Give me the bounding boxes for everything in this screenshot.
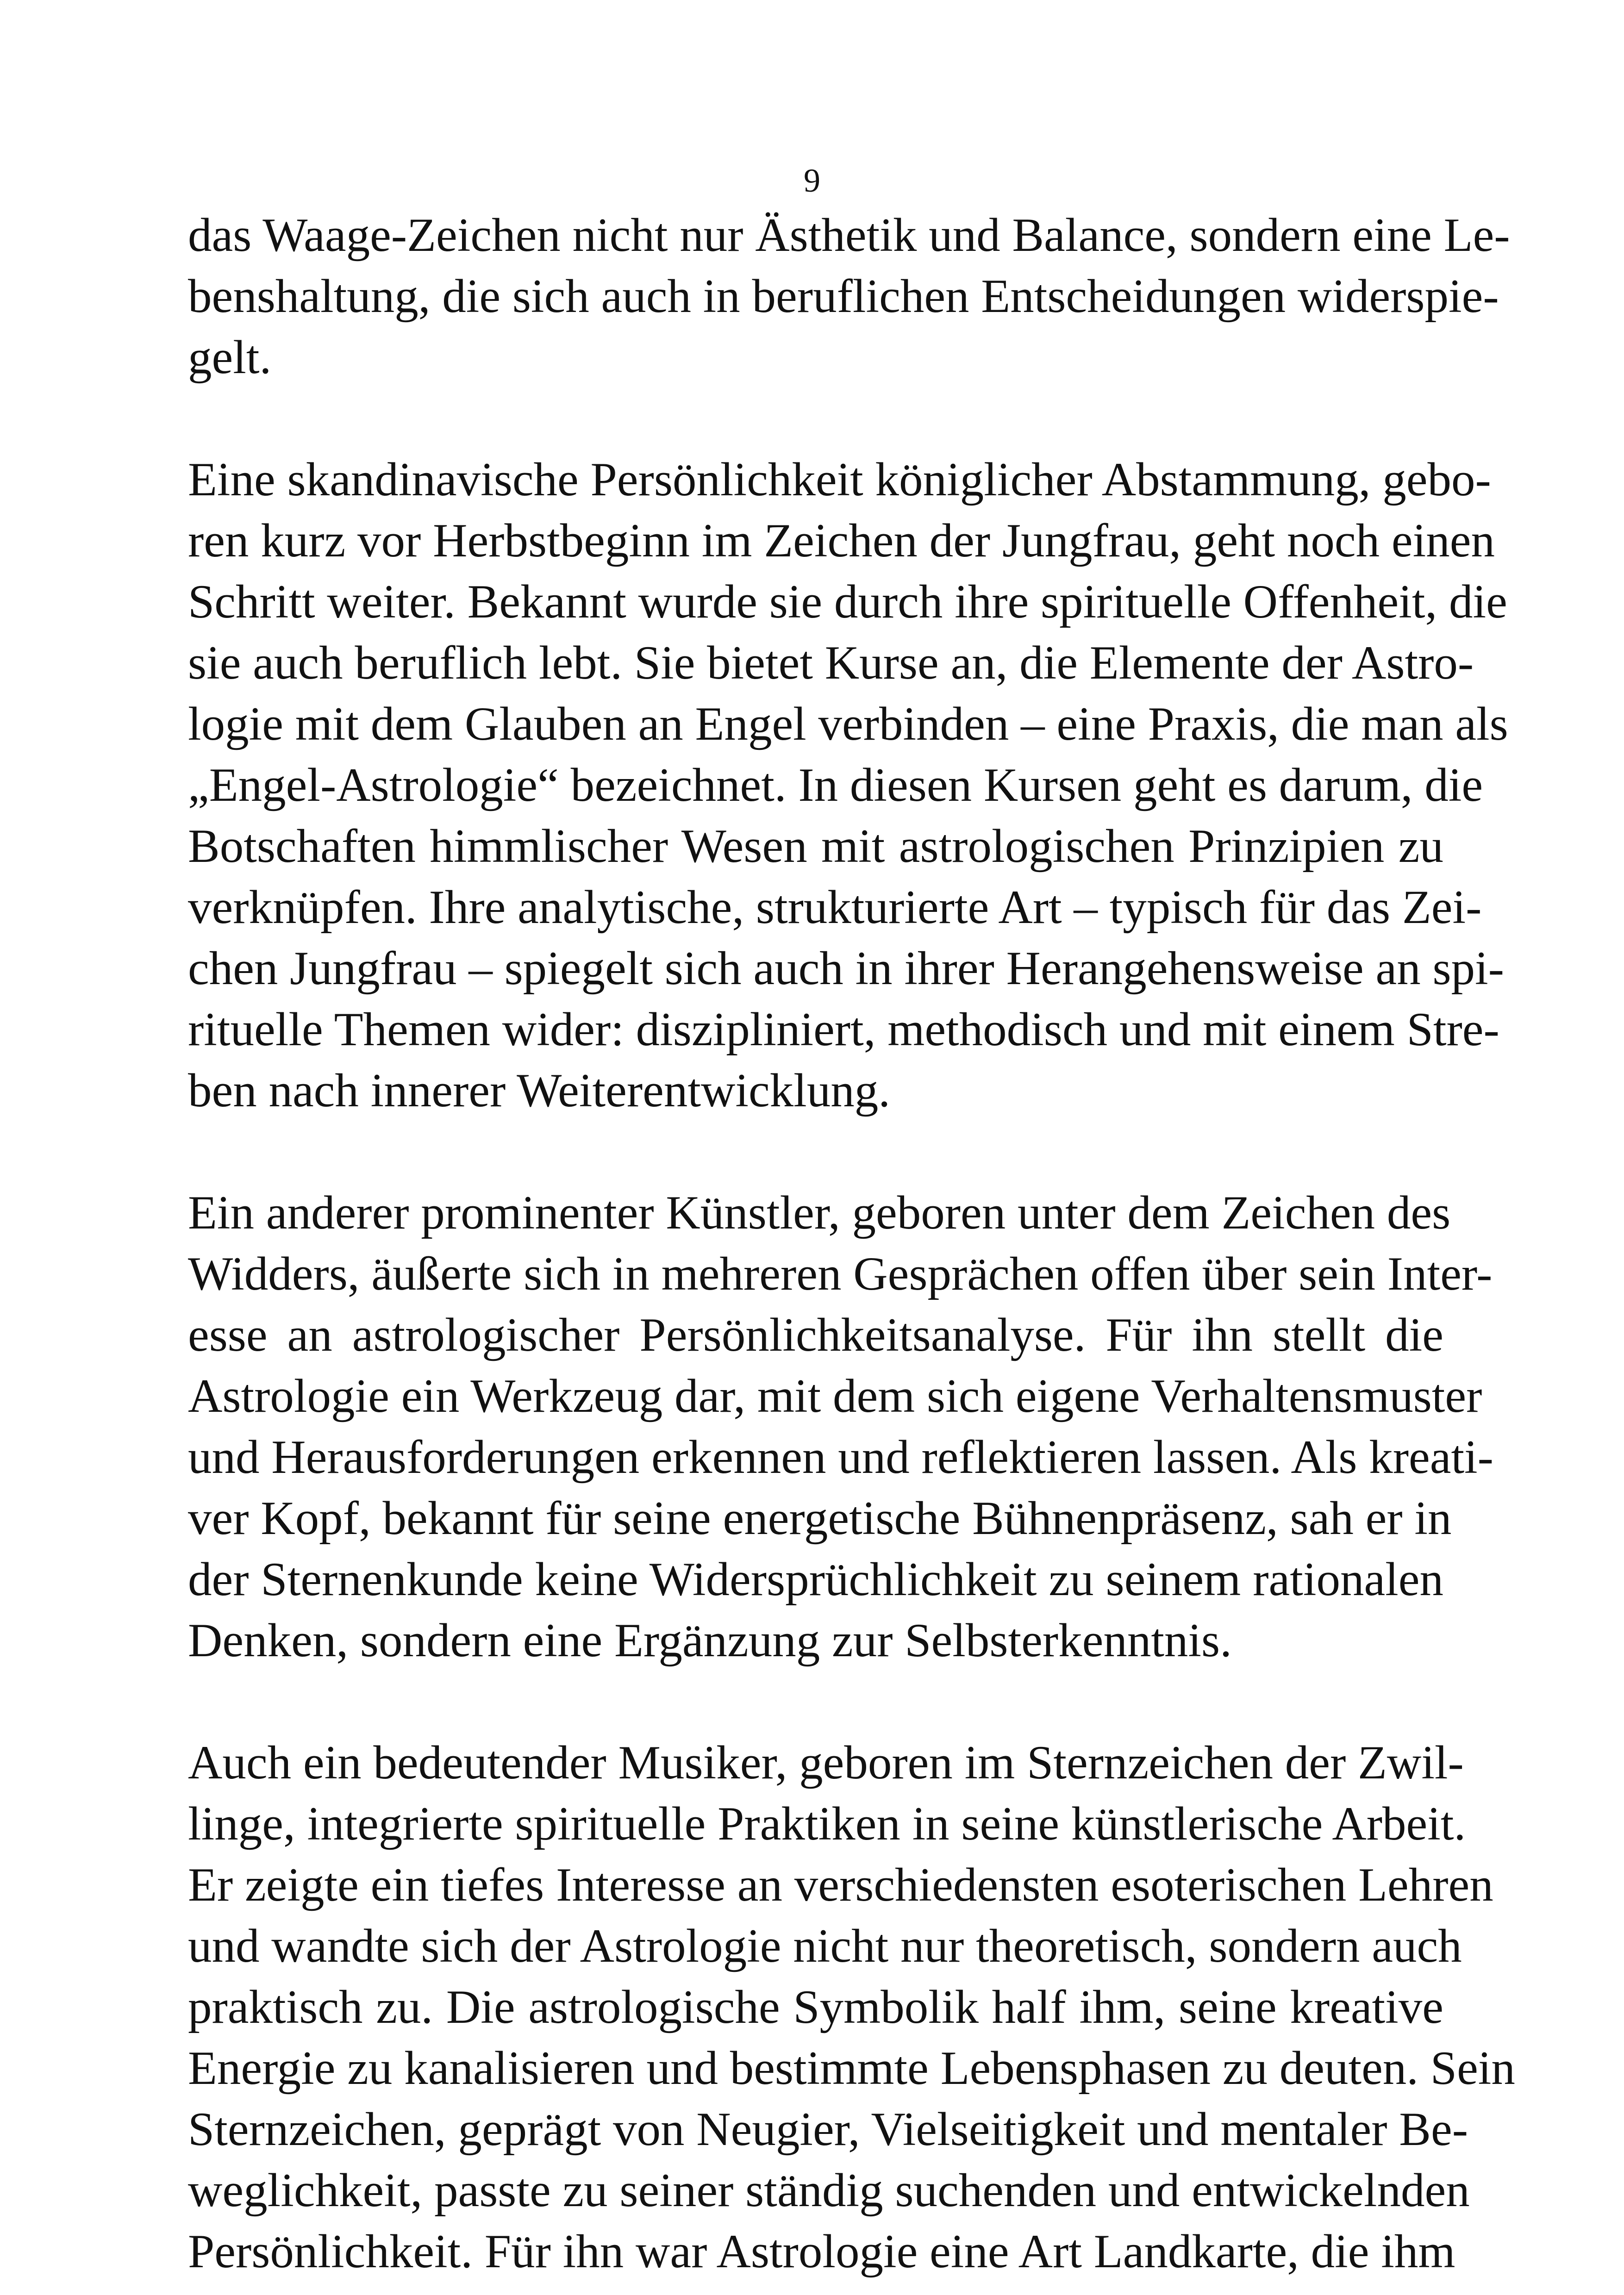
paragraph — [188, 205, 1510, 388]
paragraph-spacer — [188, 388, 1443, 449]
paragraph — [188, 1732, 1515, 2282]
text-line: gelt. — [188, 331, 272, 384]
text-line: weglichkeit, passte zu seiner ständig suchenden und entwickelnden — [188, 2164, 1470, 2217]
text-line: Sternzeichen, geprägt von Neugier, Vielseitigkeit und mentaler Be- — [188, 2103, 1468, 2156]
text-line: das Waage-Zeichen nicht nur Ästhetik und Balance, sondern eine Le- — [188, 209, 1510, 262]
paragraph — [188, 1182, 1493, 1671]
text-line: der Sternenkunde keine Widersprüchlichkeit zu seinem rationalen — [188, 1553, 1443, 1606]
paragraph-spacer — [188, 1121, 1443, 1182]
text-line: logie mit dem Glauben an Engel verbinden – eine Praxis, die man als — [188, 698, 1508, 750]
text-line: Eine skandinavische Persönlichkeit königlicher Abstammung, gebo- — [188, 453, 1491, 506]
text-line: esse an astrologischer Persönlichkeitsanalyse. Für ihn stellt die — [188, 1309, 1443, 1361]
body-text — [188, 205, 1515, 2282]
text-line: praktisch zu. Die astrologische Symbolik half ihm, seine kreative — [188, 1981, 1443, 2033]
text-line: Ein anderer prominenter Künstler, geboren unter dem Zeichen des — [188, 1186, 1451, 1239]
text-line: rituelle Themen wider: diszipliniert, methodisch und mit einem Stre- — [188, 1003, 1499, 1056]
text-line: Auch ein bedeutender Musiker, geboren im Sternzeichen der Zwil- — [188, 1736, 1464, 1789]
text-line: linge, integrierte spirituelle Praktiken in seine künstlerische Arbeit. — [188, 1797, 1466, 1850]
text-line: benshaltung, die sich auch in beruflichen Entscheidungen widerspie- — [188, 270, 1499, 323]
paragraph-spacer — [188, 1671, 1443, 1732]
text-line: Widders, äußerte sich in mehreren Gesprächen offen über sein Inter- — [188, 1247, 1493, 1300]
text-line: Energie zu kanalisieren und bestimmte Lebensphasen zu deuten. Sein — [188, 2042, 1515, 2095]
text-line: ren kurz vor Herbstbeginn im Zeichen der Jungfrau, geht noch einen — [188, 514, 1495, 567]
text-line: „Engel-Astrologie“ bezeichnet. In diesen Kursen geht es darum, die — [188, 759, 1483, 811]
text-line: ben nach innerer Weiterentwicklung. — [188, 1064, 891, 1117]
text-line: verknüpfen. Ihre analytische, strukturierte Art – typisch für das Zei- — [188, 881, 1482, 934]
paragraph — [188, 449, 1508, 1121]
text-line: Er zeigte ein tiefes Interesse an verschiedensten esoterischen Lehren — [188, 1858, 1493, 1911]
text-line: und wandte sich der Astrologie nicht nur theoretisch, sondern auch — [188, 1920, 1462, 1972]
text-line: Astrologie ein Werkzeug dar, mit dem sich eigene Verhaltensmuster — [188, 1370, 1482, 1422]
text-line: Schritt weiter. Bekannt wurde sie durch ihre spirituelle Offenheit, die — [188, 575, 1507, 628]
page-number: 9 — [804, 162, 820, 199]
text-line: Botschaften himmlischer Wesen mit astrologischen Prinzipien zu — [188, 820, 1443, 873]
text-line: ver Kopf, bekannt für seine energetische Bühnenpräsenz, sah er in — [188, 1492, 1452, 1545]
text-line: Persönlichkeit. Für ihn war Astrologie eine Art Landkarte, die ihm — [188, 2225, 1455, 2278]
text-line: und Herausforderungen erkennen und reflektieren lassen. Als kreati- — [188, 1431, 1493, 1484]
text-line: sie auch beruflich lebt. Sie bietet Kurse an, die Elemente der Astro- — [188, 636, 1474, 689]
text-line: Denken, sondern eine Ergänzung zur Selbsterkenntnis. — [188, 1614, 1232, 1667]
text-line: chen Jungfrau – spiegelt sich auch in ihrer Herangehensweise an spi- — [188, 942, 1504, 995]
